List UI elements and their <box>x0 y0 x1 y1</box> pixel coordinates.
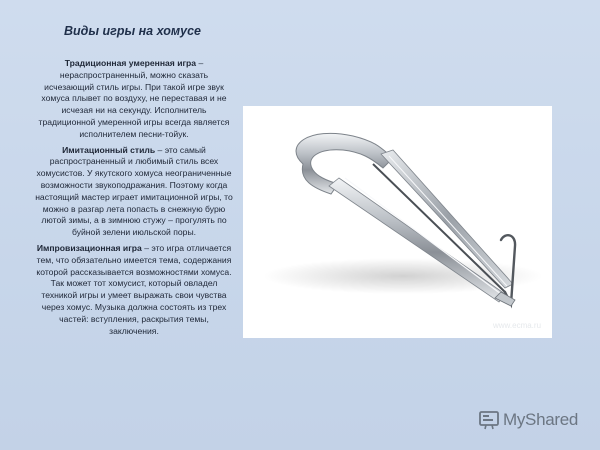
slide-title: Виды игры на хомусе <box>64 24 201 38</box>
text-column <box>34 58 234 341</box>
photo-watermark: www.ecma.ru <box>493 321 542 330</box>
paragraph-term: Импровизационная игра <box>36 242 142 253</box>
myshared-logo-text: MyShared <box>503 410 579 429</box>
paragraph-text: – это самый распространенный и любимый стиль всех хомусистов. У якутского хомуса неограниченные возможности звукоподражания. Поэтому когда настоящий мастер играет имитационной игры, то можно в разгар лета попасть в снежную бурю лютой зимы, а в зимнюю стужу – прогулять по буйной зелени июльской поры. <box>35 144 233 238</box>
myshared-logo-icon <box>479 410 499 430</box>
khomus-photo <box>243 106 552 338</box>
paragraph-term: Имитационный стиль <box>62 144 156 155</box>
khomus-illustration <box>243 106 552 338</box>
myshared-logo[interactable] <box>479 410 578 430</box>
paragraph-term: Традиционная умеренная игра <box>64 58 197 68</box>
paragraph-improvisation <box>34 243 234 337</box>
paragraph-traditional <box>34 58 234 141</box>
paragraph-text: – нераспространенный, можно сказать исчезающий стиль игры. При такой игре звук хомуса плывет по воздуху, не переставая и не исчезая ни на секунду. Исполнитель традиционной умеренной игры всегда является исполнителем песни-тойук. <box>38 58 230 139</box>
paragraph-imitation <box>34 145 234 239</box>
paragraph-text: – это игра отличается тем, что обязательно имеется тема, содержания которой рассказывается возможностями хомуса. Так может тот хомусист, который овладел техникой игры и умеет выражать свои чувства через хомус. Музыка должна состоять из трех частей: вступления, раскрытия темы, заключения. <box>36 242 232 336</box>
